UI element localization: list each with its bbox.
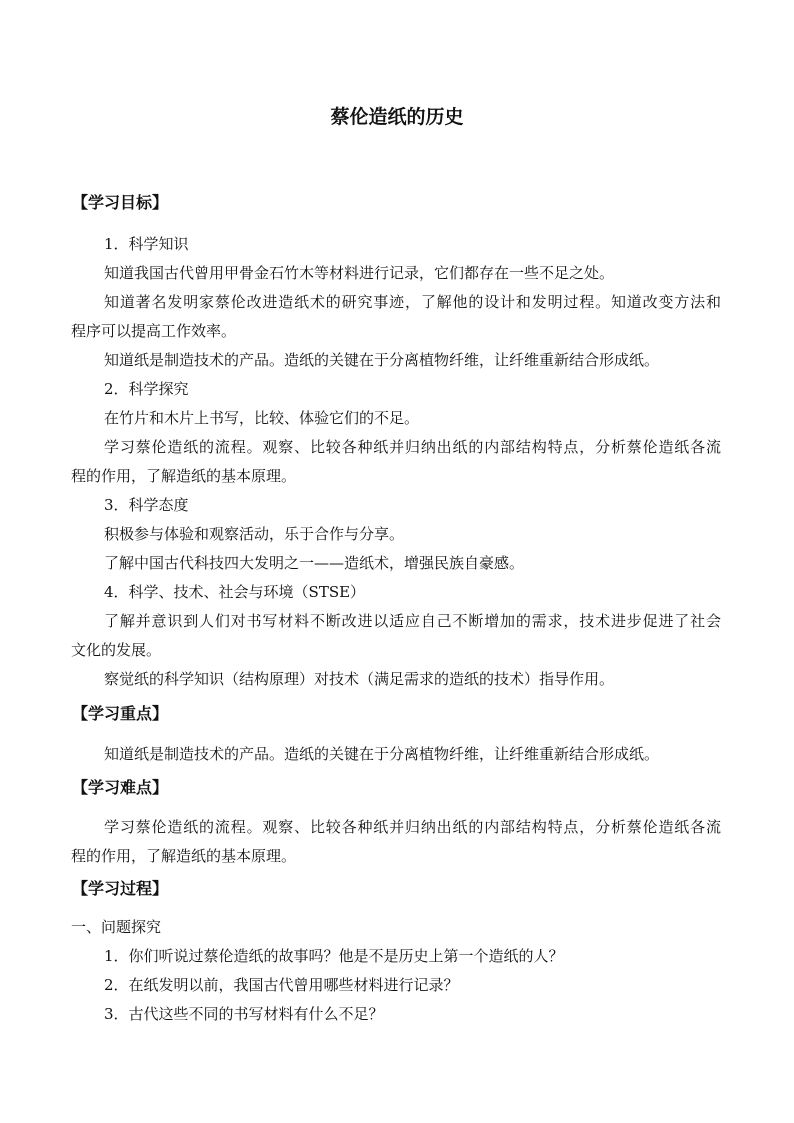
process-question: 2．在纸发明以前，我国古代曾用哪些材料进行记录？ [104,976,459,994]
section-heading-process: 【学习过程】 [72,879,169,898]
goals-paragraph: 积极参与体验和观察活动，乐于合作与分享。 [104,525,405,543]
section-heading-goals: 【学习目标】 [72,193,169,212]
goals-paragraph-continued: 程的作用，了解造纸的基本原理。 [71,467,297,485]
goals-heading-attitude: 3．科学态度 [104,496,189,514]
goals-paragraph: 察觉纸的科学知识（结构原理）对技术（满足需求的造纸的技术）指导作用。 [104,670,615,688]
goals-paragraph-continued: 程序可以提高工作效率。 [71,322,237,340]
goals-paragraph: 知道我国古代曾用甲骨金石竹木等材料进行记录，它们都存在一些不足之处。 [104,264,615,282]
section-heading-key: 【学习重点】 [72,704,169,723]
goals-paragraph: 在竹片和木片上书写，比较、体验它们的不足。 [104,409,420,427]
goals-heading-knowledge: 1．科学知识 [104,235,189,253]
process-heading-inquiry: 一、问题探究 [71,918,162,936]
goals-paragraph-continued: 文化的发展。 [71,641,162,659]
goals-paragraph: 知道纸是制造技术的产品。造纸的关键在于分离植物纤维，让纤维重新结合形成纸。 [104,351,660,369]
goals-paragraph: 了解并意识到人们对书写材料不断改进以适应自己不断增加的需求，技术进步促进了社会 [104,612,721,630]
difficult-paragraph: 学习蔡伦造纸的流程。观察、比较各种纸并归纳出纸的内部结构特点，分析蔡伦造纸各流 [104,818,721,836]
goals-heading-stse: 4．科学、技术、社会与环境（STSE） [104,583,366,601]
goals-paragraph: 学习蔡伦造纸的流程。观察、比较各种纸并归纳出纸的内部结构特点，分析蔡伦造纸各流 [104,438,721,456]
process-question: 1．你们听说过蔡伦造纸的故事吗？他是不是历史上第一个造纸的人？ [104,947,564,965]
goals-heading-inquiry: 2．科学探究 [104,380,189,398]
key-paragraph: 知道纸是制造技术的产品。造纸的关键在于分离植物纤维，让纤维重新结合形成纸。 [104,745,660,763]
process-question: 3．古代这些不同的书写材料有什么不足？ [104,1005,384,1023]
difficult-paragraph-continued: 程的作用，了解造纸的基本原理。 [71,847,297,865]
goals-paragraph: 知道著名发明家蔡伦改进造纸术的研究事迹，了解他的设计和发明过程。知道改变方法和 [104,293,721,311]
goals-paragraph: 了解中国古代科技四大发明之一——造纸术，增强民族自豪感。 [104,554,525,572]
section-heading-difficult: 【学习难点】 [72,778,169,797]
page-title: 蔡伦造纸的历史 [330,106,464,128]
